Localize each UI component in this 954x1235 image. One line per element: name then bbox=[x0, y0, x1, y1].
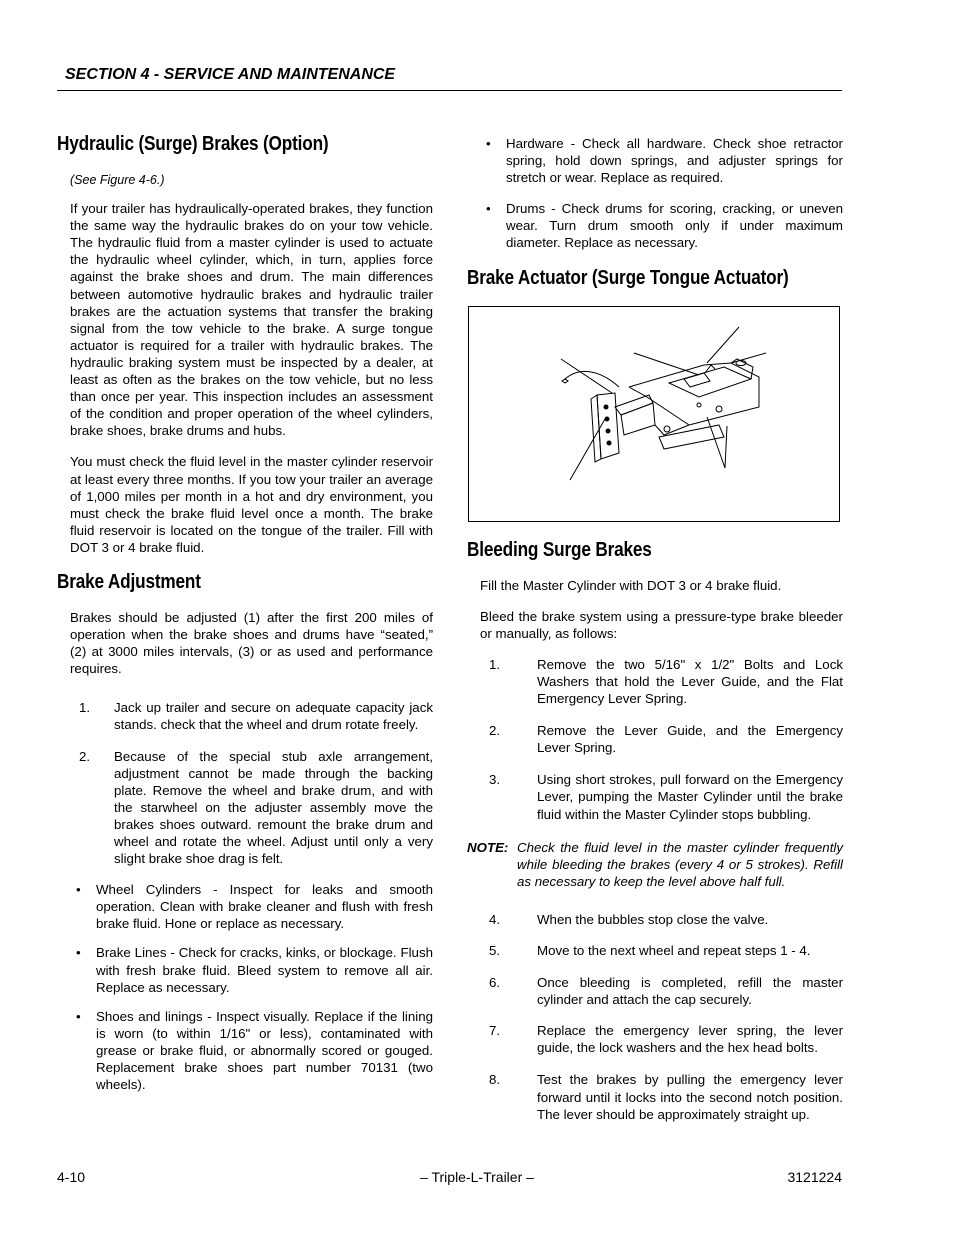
note-text: Check the fluid level in the master cylinder frequently while bleeding the brakes (every 4 or 5 strokes). Refill as necessary to keep the level above half full. bbox=[517, 839, 843, 889]
left-column bbox=[57, 130, 433, 1093]
section-title: SECTION 4 - SERVICE AND MAINTENANCE bbox=[65, 66, 396, 83]
list-item: 3. Using short strokes, pull forward on the Emergency Lever, pumping the Master Cylinder until the brake fluid within the Master Cylinder stops bubbling. bbox=[489, 772, 843, 822]
list-item: 6. Once bleeding is completed, refill the master cylinder and attach the cap securely. bbox=[489, 975, 843, 1008]
paragraph-fluid-level: You must check the fluid level in the master cylinder reservoir at least every three months. If you tow your trailer an average of 1,000 miles per month in a hot and dry environment, you must check the brake fluid level once a month. The brake fluid reservoir is located on the tongue of the trailer. Fill with DOT 3 or 4 brake fluid. bbox=[70, 454, 433, 555]
right-column bbox=[467, 135, 843, 1123]
list-item: • Wheel Cylinders - Inspect for leaks and smooth operation. Clean with brake cleaner and flush with fresh brake fluid. Hone or replace as necessary. bbox=[57, 881, 433, 932]
document-number: 3121224 bbox=[787, 1169, 842, 1185]
bullet-icon: • bbox=[76, 882, 81, 898]
paragraph-bleed-intro: Bleed the brake system using a pressure-type brake bleeder or manually, as follows: bbox=[480, 608, 843, 641]
list-item: • Brake Lines - Check for cracks, kinks, or blockage. Flush with fresh brake fluid. Bleed system to remove all air. Replace as necessary. bbox=[57, 944, 433, 995]
list-item: • Hardware - Check all hardware. Check shoe retractor spring, hold down springs, and adjuster springs for stretch or wear. Replace as required. bbox=[467, 135, 843, 186]
paragraph-brake-adjust: Brakes should be adjusted (1) after the first 200 miles of operation when the brake shoes and drums have “seated,” (2) at 3000 miles intervals, (3) or as used and performance requires. bbox=[70, 609, 433, 677]
surge-actuator-figure bbox=[468, 306, 840, 522]
list-item: 2. Because of the special stub axle arrangement, adjustment cannot be made through the backing plate. Remove the wheel and brake drum, and with the starwheel on the adjuster assembly move the brakes shoes outward. remount the brake drum and wheel and rotate the wheel. Adjust until only a very slight brake shoe drag is felt. bbox=[79, 748, 433, 867]
list-item: • Drums - Check drums for scoring, cracking, or uneven wear. Turn drum smooth only if under maximum diameter. Replace as necessary. bbox=[467, 200, 843, 251]
list-item: 7. Replace the emergency lever spring, the lever guide, the lock washers and the hex head bolts. bbox=[489, 1023, 843, 1056]
paragraph-fill-master: Fill the Master Cylinder with DOT 3 or 4 brake fluid. bbox=[480, 577, 782, 593]
bullet-icon: • bbox=[76, 1008, 81, 1024]
list-item: 4. When the bubbles stop close the valve. bbox=[489, 911, 769, 927]
note-block bbox=[467, 839, 843, 890]
paragraph-hydraulic-intro: If your trailer has hydraulically-operated brakes, they function the same way the hydraulic brakes do on your tow vehicle. The hydraulic fluid from a master cylinder is used to actuate the hydraulic wheel cylinder, which, in turn, applies force against the brake shoes and drum. The main differences between automotive hydraulic brakes and hydraulic trailer brakes are the actuation systems that transfer the braking signal from the tow vehicle to the brake. A surge tongue actuator is required for a trailer with hydraulic brakes. The hydraulic braking system must be inspected by a dealer, at least as often as the brakes on the tow vehicle, but no less than once per year. This inspection includes an assessment of the condition and proper operation of the wheel cylinders, brake shoes, brake drums and hubs. bbox=[70, 201, 433, 439]
note-label: NOTE: bbox=[467, 839, 509, 855]
list-item: 8. Test the brakes by pulling the emergency lever forward until it locks into the second notch position. The lever should be approximately straight up. bbox=[489, 1072, 843, 1122]
page-number: 4-10 bbox=[57, 1169, 86, 1185]
list-item: 5. Move to the next wheel and repeat steps 1 - 4. bbox=[489, 942, 811, 958]
section-header bbox=[57, 64, 842, 91]
see-figure-ref: (See Figure 4-6.) bbox=[70, 173, 165, 187]
footer-title: – Triple-L-Trailer – bbox=[420, 1169, 534, 1185]
list-item: 1. Remove the two 5/16" x 1/2" Bolts and Lock Washers that hold the Lever Guide, and the Flat Emergency Lever Spring. bbox=[489, 656, 843, 707]
surge-actuator-illustration bbox=[469, 307, 839, 521]
list-item: • Shoes and linings - Inspect visually. Replace if the lining is worn (to within 1/16" or less), contaminated with grease or brake fluid, or abnormally scored or gouged. Replacement brake shoes part number 70131 (two wheels). bbox=[57, 1008, 433, 1093]
heading-brake-actuator: Brake Actuator (Surge Tongue Actuator) bbox=[467, 266, 789, 289]
list-item: 1. Jack up trailer and secure on adequate capacity jack stands. check that the wheel and drum rotate freely. bbox=[79, 700, 433, 733]
heading-brake-adjustment: Brake Adjustment bbox=[57, 570, 201, 593]
bullet-icon: • bbox=[486, 201, 491, 217]
heading-bleeding-brakes: Bleeding Surge Brakes bbox=[467, 538, 652, 561]
bullet-icon: • bbox=[486, 136, 491, 151]
heading-hydraulic-brakes: Hydraulic (Surge) Brakes (Option) bbox=[57, 133, 329, 155]
bullet-icon: • bbox=[76, 945, 81, 961]
list-item: 2. Remove the Lever Guide, and the Emergency Lever Spring. bbox=[489, 723, 843, 756]
